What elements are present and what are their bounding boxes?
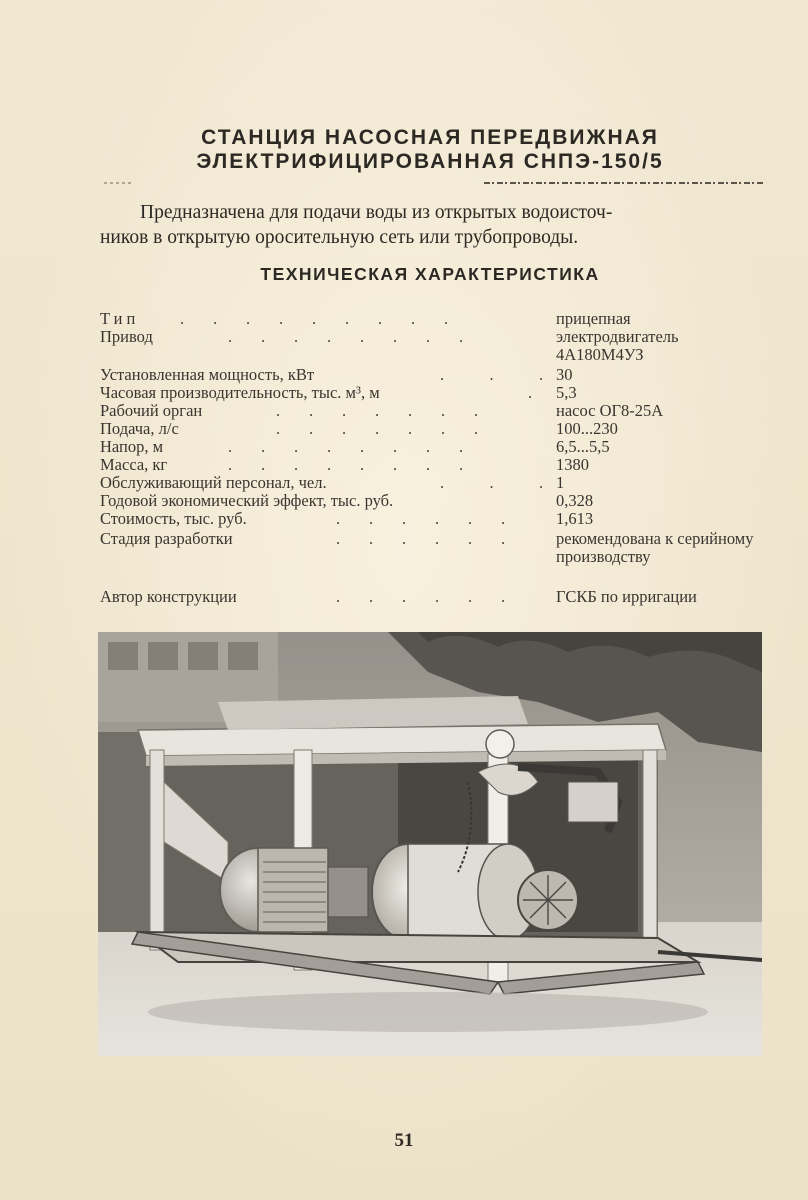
spec-label: Напор, м — [100, 437, 164, 456]
title-rule — [104, 180, 764, 186]
spec-value: ГСКБ по ирригации — [556, 587, 697, 606]
page-title-line-1: СТАНЦИЯ НАСОСНАЯ ПЕРЕДВИЖНАЯ — [201, 126, 659, 149]
spec-value: рекомендована к серийному производству — [556, 529, 754, 566]
leader-dots: . — [528, 383, 533, 402]
spec-value: электродвигатель 4А180М4УЗ — [556, 327, 679, 364]
spec-label: Обслуживающий персонал, чел. — [100, 473, 327, 492]
spec-value: 1 — [556, 473, 565, 492]
spec-value: 1380 — [556, 455, 589, 474]
leader-dots: . . . — [440, 365, 544, 384]
spec-value: 1,613 — [556, 509, 594, 528]
spec-value: 5,3 — [556, 383, 577, 402]
leader-dots: . . . . . . . . — [228, 455, 464, 474]
leader-dots: . . . . . . — [336, 587, 506, 606]
spec-value: насос ОГ8-25А — [556, 401, 664, 420]
spec-label: Автор конструкции — [100, 587, 237, 606]
spec-value: 100...230 — [556, 419, 618, 438]
pump-station-photo — [98, 632, 762, 1056]
intro-line-1: Предназначена для подачи воды из открытых водоисточ- — [140, 202, 613, 223]
leader-dots: . . . . . . . — [276, 401, 479, 420]
leader-dots: . . . — [440, 473, 544, 492]
spec-label: Масса, кг — [100, 455, 168, 474]
leader-dots: . . . . . . . . — [228, 437, 464, 456]
spec-label: Подача, л/с — [100, 419, 179, 438]
spec-label: Стадия разработки — [100, 529, 233, 548]
leader-dots: . . . . . . — [336, 529, 506, 548]
leader-dots: . . . . . . . . — [228, 327, 464, 346]
leader-dots: . . . . . . . . . — [180, 309, 449, 328]
spec-value: 6,5...5,5 — [556, 437, 610, 456]
section-heading: ТЕХНИЧЕСКАЯ ХАРАКТЕРИСТИКА — [260, 264, 600, 284]
spec-label: Тип — [100, 309, 140, 328]
leader-dots: . . . . . . . — [276, 419, 479, 438]
page-title-line-2: ЭЛЕКТРИФИЦИРОВАННАЯ СНПЭ-150/5 — [196, 150, 664, 173]
spec-label: Годовой экономический эффект, тыс. руб. — [100, 491, 394, 510]
spec-label: Стоимость, тыс. руб. — [100, 509, 247, 528]
spec-label: Установленная мощность, кВт — [100, 365, 315, 384]
leader-dots: . . . . . . — [336, 509, 506, 528]
spec-value: прицепная — [556, 309, 631, 328]
spec-value: 0,328 — [556, 491, 594, 510]
intro-line-2: ников в открытую оросительную сеть или трубопроводы. — [100, 227, 579, 248]
page-number: 51 — [394, 1130, 414, 1151]
spec-label: Привод — [100, 327, 153, 346]
spec-label: Часовая производительность, тыс. м³, м — [100, 383, 380, 402]
photo-illustration — [98, 632, 762, 1056]
spec-label: Рабочий орган — [100, 401, 203, 420]
spec-value: 30 — [556, 365, 573, 384]
